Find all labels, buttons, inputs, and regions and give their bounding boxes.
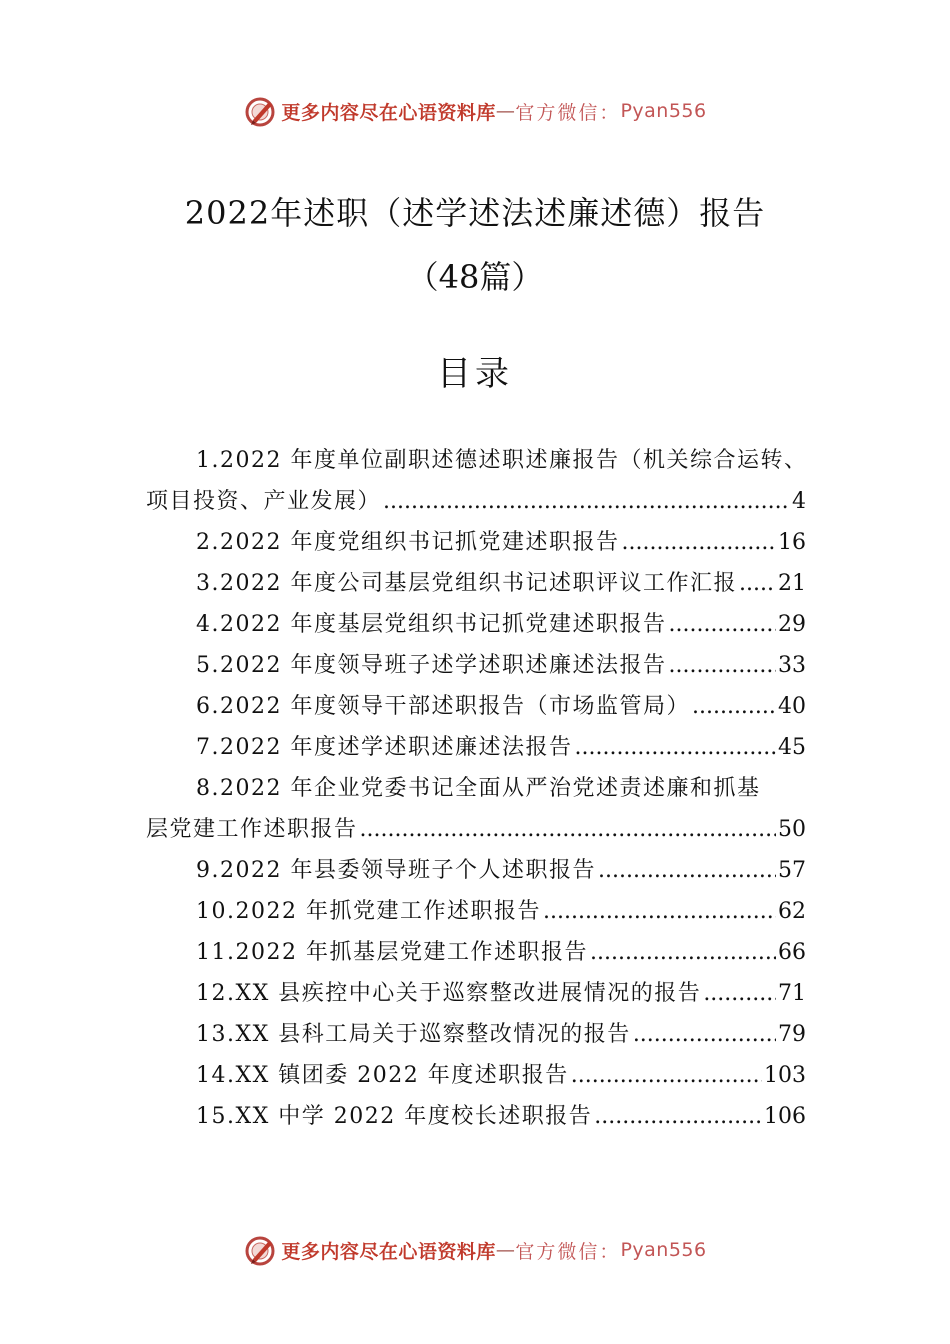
toc-entry-title: 5.2022 年度领导班子述学述职述廉述法报告 [196, 653, 667, 678]
toc-page-number: 29 [778, 612, 806, 637]
toc-entry-line [146, 973, 806, 1014]
toc-entry-line [146, 1096, 806, 1137]
toc-entry-title: 4.2022 年度基层党组织书记抓党建述职报告 [196, 612, 667, 637]
toc-entry-title: 11.2022 年抓基层党建工作述职报告 [196, 940, 588, 965]
toc-entry[interactable] [146, 727, 806, 768]
toc-entry-line [146, 645, 806, 686]
toc-entry-title: 6.2022 年度领导干部述职报告（市场监管局） [196, 694, 690, 719]
pen-circle-logo-icon [243, 94, 277, 128]
toc-page-number: 40 [778, 694, 806, 719]
toc-entry[interactable] [146, 563, 806, 604]
toc-entry[interactable] [146, 768, 806, 850]
toc-page-number: 50 [778, 817, 806, 842]
toc-leader-dots [633, 1014, 776, 1055]
toc-entry[interactable] [146, 932, 806, 973]
toc-heading: 目录 [437, 354, 513, 394]
watermark-wechat-id: Pyan556 [620, 1239, 707, 1261]
toc-entry-line [146, 891, 806, 932]
toc-entry-line [146, 932, 806, 973]
toc-entry-line [146, 809, 806, 850]
watermark-brand: 更多内容尽在心语资料库 [281, 101, 496, 124]
toc-entry-line [146, 850, 806, 891]
toc-entry[interactable] [146, 686, 806, 727]
toc-leader-dots [594, 1096, 762, 1137]
toc-entry[interactable] [146, 1096, 806, 1137]
toc-page-number: 16 [778, 530, 806, 555]
toc-entry-title: 3.2022 年度公司基层党组织书记述职评议工作汇报 [196, 571, 737, 596]
toc-entry[interactable] [146, 891, 806, 932]
toc-entry-title: 2.2022 年度党组织书记抓党建述职报告 [196, 530, 620, 555]
toc-entry[interactable] [146, 1055, 806, 1096]
toc-entry[interactable] [146, 440, 806, 522]
watermark-dash: — [495, 100, 516, 122]
toc-entry-title: 13.XX 县科工局关于巡察整改情况的报告 [196, 1022, 631, 1047]
toc-leader-dots [360, 809, 776, 850]
toc-leader-dots [668, 604, 776, 645]
watermark-brand: 更多内容尽在心语资料库 [281, 1240, 496, 1263]
toc-leader-dots [621, 522, 776, 563]
toc-entry-title: 8.2022 年企业党委书记全面从严治党述责述廉和抓基 [196, 776, 761, 801]
toc-entry[interactable] [146, 850, 806, 891]
toc-page-number: 57 [778, 858, 806, 883]
toc-page-number: 21 [778, 571, 806, 596]
toc-entry-line [146, 686, 806, 727]
toc-entry-line [146, 481, 806, 522]
toc-entry-line [146, 522, 806, 563]
toc-page-number: 62 [778, 899, 806, 924]
toc-page-number: 4 [792, 489, 806, 514]
toc-page-number: 45 [778, 735, 806, 760]
toc-page-number: 103 [764, 1063, 806, 1088]
toc-entry-title: 14.XX 镇团委 2022 年度述职报告 [196, 1063, 569, 1088]
document-subtitle: （48篇） [406, 258, 544, 296]
toc-entry[interactable] [146, 522, 806, 563]
toc-entry-line [146, 1014, 806, 1055]
toc-entry[interactable] [146, 1014, 806, 1055]
toc-entry-line [146, 768, 806, 809]
toc-entry-title-continued: 层党建工作述职报告 [146, 817, 358, 842]
toc-entry-line [146, 563, 806, 604]
watermark-wechat-id: Pyan556 [620, 100, 707, 122]
toc-leader-dots [543, 891, 776, 932]
toc-entry-line [146, 1055, 806, 1096]
toc-leader-dots [574, 727, 776, 768]
toc-leader-dots [590, 932, 776, 973]
toc-entry-title: 7.2022 年度述学述职述廉述法报告 [196, 735, 573, 760]
toc-entry[interactable] [146, 645, 806, 686]
toc-page-number: 71 [778, 981, 806, 1006]
toc-page-number: 33 [778, 653, 806, 678]
toc-entry[interactable] [146, 973, 806, 1014]
watermark-official: 官方微信： [515, 101, 621, 124]
pen-circle-logo-icon [243, 1233, 277, 1267]
toc-entry-title: 1.2022 年度单位副职述德述职述廉报告（机关综合运转、 [196, 448, 808, 473]
toc-leader-dots [571, 1055, 762, 1096]
document-title: 2022年述职（述学述法述廉述德）报告 [184, 194, 766, 232]
watermark-official: 官方微信： [515, 1240, 621, 1263]
toc-page-number: 79 [778, 1022, 806, 1047]
toc-entry-title: 9.2022 年县委领导班子个人述职报告 [196, 858, 596, 883]
watermark-bottom [0, 1233, 950, 1267]
toc-leader-dots [598, 850, 776, 891]
toc-leader-dots [668, 645, 776, 686]
toc-entry[interactable] [146, 604, 806, 645]
table-of-contents [146, 440, 806, 1137]
toc-entry-line [146, 604, 806, 645]
toc-leader-dots [383, 481, 790, 522]
toc-page-number: 106 [764, 1104, 806, 1129]
toc-entry-title: 15.XX 中学 2022 年度校长述职报告 [196, 1104, 593, 1129]
toc-entry-title: 10.2022 年抓党建工作述职报告 [196, 899, 541, 924]
toc-entry-line [146, 727, 806, 768]
watermark-top [0, 94, 950, 128]
toc-leader-dots [739, 563, 776, 604]
toc-entry-line [146, 440, 806, 481]
toc-entry-title-continued: 项目投资、产业发展） [146, 489, 382, 514]
toc-entry-title: 12.XX 县疾控中心关于巡察整改进展情况的报告 [196, 981, 702, 1006]
watermark-dash: — [495, 1239, 516, 1261]
toc-page-number: 66 [778, 940, 806, 965]
toc-leader-dots [692, 686, 776, 727]
toc-leader-dots [703, 973, 776, 1014]
